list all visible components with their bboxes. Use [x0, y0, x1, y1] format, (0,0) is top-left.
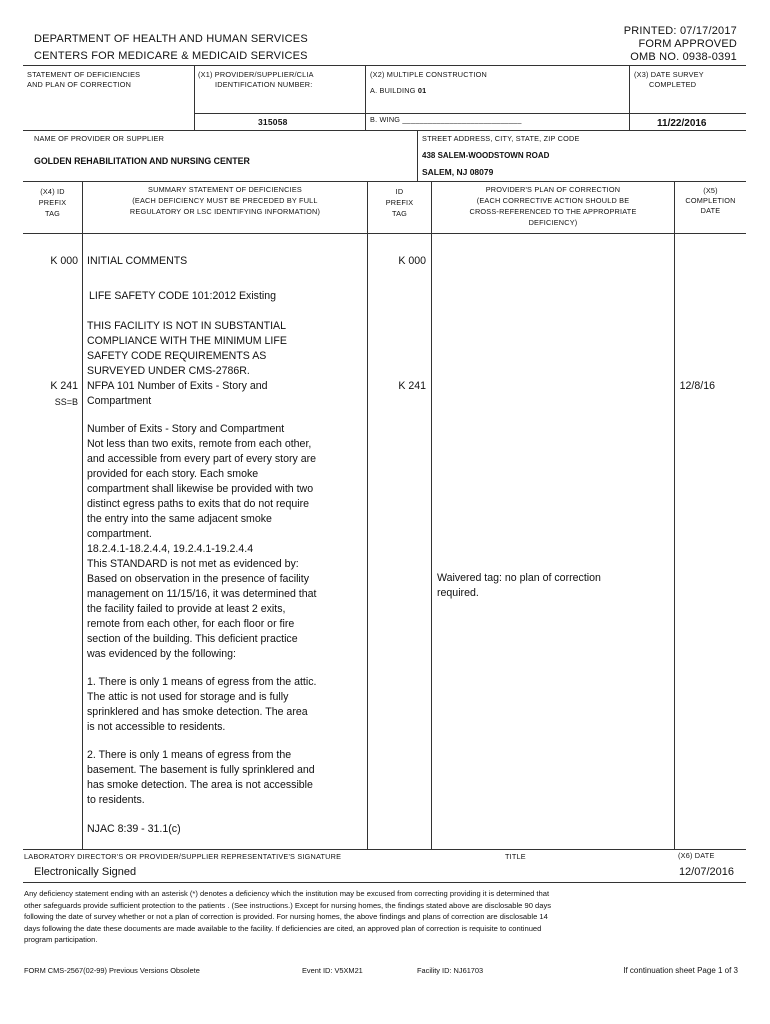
- x2-label: (X2) MULTIPLE CONSTRUCTION: [370, 70, 487, 79]
- omb-number: OMB NO. 0938-0391: [630, 51, 737, 63]
- top-box-bottom-border: [23, 130, 746, 131]
- x5-header-2: COMPLETION: [685, 196, 736, 205]
- column-divider-2: [367, 182, 368, 849]
- provider-box-bottom-border: [23, 181, 746, 182]
- top-box-divider-2: [365, 65, 366, 130]
- statement-label-1: STATEMENT OF DEFICIENCIES: [27, 70, 141, 79]
- completion-date-k241: 12/8/16: [679, 380, 715, 392]
- column-divider-4: [674, 182, 675, 849]
- finding-basement: 2. There is only 1 means of egress from the basement. The basement is fully sprinklered and has smoke detection. The area is not accessible to residents.: [87, 749, 315, 806]
- statement-label-2: AND PLAN OF CORRECTION: [27, 80, 132, 89]
- column-divider-3: [431, 182, 432, 849]
- id-header-1: ID: [395, 187, 404, 196]
- building-field: [370, 86, 426, 95]
- top-box-divider-3: [629, 65, 630, 130]
- column-header-bottom-border: [23, 233, 746, 234]
- event-id: Event ID: V5XM21: [302, 966, 363, 975]
- signature-label: LABORATORY DIRECTOR'S OR PROVIDER/SUPPLIER REPRESENTATIVE'S SIGNATURE: [24, 852, 342, 861]
- prefix-tag-k000: K 000: [50, 255, 78, 267]
- provider-id-number: 315058: [258, 117, 288, 127]
- title-label: TITLE: [505, 852, 526, 861]
- x1-label-1: (X1) PROVIDER/SUPPLIER/CLIA: [198, 70, 314, 79]
- page-indicator: If continuation sheet Page 1 of 3: [623, 966, 738, 975]
- life-safety-code: LIFE SAFETY CODE 101:2012 Existing: [89, 290, 277, 302]
- provider-name-label: NAME OF PROVIDER OR SUPPLIER: [34, 134, 165, 143]
- initial-comments-heading: INITIAL COMMENTS: [87, 255, 188, 267]
- wing-blank: ____________________________: [402, 115, 522, 124]
- form-approved: FORM APPROVED: [638, 38, 737, 50]
- address-line-2: SALEM, NJ 08079: [422, 167, 494, 177]
- compliance-paragraph: THIS FACILITY IS NOT IN SUBSTANTIAL COMPLIANCE WITH THE MINIMUM LIFE SAFETY CODE REQUIREMENTS AS SURVEYED UNDER CMS-2786R.: [87, 320, 287, 377]
- top-box-top-border: [23, 65, 746, 66]
- signature-value: Electronically Signed: [34, 866, 137, 878]
- facility-id: Facility ID: NJ61703: [417, 966, 484, 975]
- plan-header-1: PROVIDER'S PLAN OF CORRECTION: [485, 185, 621, 194]
- x4-header-1: (X4) ID: [40, 187, 65, 196]
- agency-name-line1: DEPARTMENT OF HEALTH AND HUMAN SERVICES: [34, 33, 308, 45]
- x1-label-2: IDENTIFICATION NUMBER:: [215, 80, 313, 89]
- form-number: FORM CMS-2567(02-99) Previous Versions Obsolete: [24, 966, 200, 975]
- signature-row-top-border: [23, 849, 746, 850]
- id-header-2: PREFIX: [385, 198, 414, 207]
- x3-label-1: (X3) DATE SURVEY: [634, 70, 704, 79]
- x5-header-3: DATE: [700, 206, 721, 215]
- top-box-inner-rule-3: [629, 113, 746, 114]
- agency-name-line2: CENTERS FOR MEDICARE & MEDICAID SERVICES: [34, 50, 308, 62]
- finding-attic: 1. There is only 1 means of egress from the attic. The attic is not used for storage and is fully sprinklered and has smoke detection. The area is not accessible to residents.: [87, 676, 317, 733]
- prefix-tag-k241: K 241: [50, 380, 78, 392]
- provider-box-divider: [417, 131, 418, 181]
- top-box-inner-rule-1: [194, 113, 365, 114]
- summary-header-1: SUMMARY STATEMENT OF DEFICIENCIES: [148, 185, 302, 194]
- address-line-1: 438 SALEM-WOODSTOWN ROAD: [422, 151, 550, 160]
- address-label: STREET ADDRESS, CITY, STATE, ZIP CODE: [422, 134, 580, 143]
- x4-header-3: TAG: [44, 209, 61, 218]
- survey-completed-date: 11/22/2016: [657, 118, 707, 129]
- x3-label-2: COMPLETED: [649, 80, 697, 89]
- printed-date: PRINTED: 07/17/2017: [623, 25, 737, 37]
- scope-severity: SS=B: [54, 397, 78, 407]
- plan-header-2: (EACH CORRECTIVE ACTION SHOULD BE: [476, 196, 630, 205]
- provider-name: GOLDEN REHABILITATION AND NURSING CENTER: [34, 156, 250, 166]
- wing-field: [370, 115, 522, 124]
- njac-reference: NJAC 8:39 - 31.1(c): [87, 823, 181, 835]
- id-tag-k241: K 241: [398, 380, 426, 392]
- summary-header-2: (EACH DEFICIENCY MUST BE PRECEDED BY FULL: [132, 196, 318, 205]
- top-box-divider-1: [194, 65, 195, 130]
- k241-title: NFPA 101 Number of Exits - Story and Compartment: [87, 380, 268, 407]
- plan-header-3: CROSS-REFERENCED TO THE APPROPRIATE: [469, 207, 637, 216]
- signature-row-bottom-border: [23, 882, 746, 883]
- id-tag-k000: K 000: [398, 255, 426, 267]
- plan-of-correction-note: Waivered tag: no plan of correction required.: [437, 572, 601, 599]
- plan-header-4: DEFICIENCY): [528, 218, 578, 227]
- wing-label: B. WING: [370, 115, 401, 124]
- x5-header-1: (X5): [703, 186, 718, 195]
- disclaimer-text: Any deficiency statement ending with an asterisk (*) denotes a deficiency which the institution may be excused from correcting providing it is determined that other safeguards provide sufficient protection to the patients . (See instructions.) Except for nursing homes, the findings stated above are disclosable 90 days following the date of survey whether or not a plan of correction is provided. For nursing homes, the above findings and plans of correction are disclosable 14 days following the date these documents are made available to the facility. If deficiencies are cited, an approved plan of correction is requisite to continued program participation.: [24, 889, 552, 945]
- x4-header-2: PREFIX: [38, 198, 67, 207]
- id-header-3: TAG: [391, 209, 408, 218]
- building-value: 01: [417, 86, 427, 95]
- summary-header-3: REGULATORY OR LSC IDENTIFYING INFORMATION): [129, 207, 321, 216]
- column-divider-1: [82, 182, 83, 849]
- top-box-inner-rule-2: [365, 113, 629, 114]
- signature-date: 12/07/2016: [678, 866, 734, 878]
- signature-date-label: (X6) DATE: [678, 851, 715, 860]
- deficiency-description: Number of Exits - Story and Compartment Not less than two exits, remote from each other, and accessible from every part of every story are provided for each story. Each smoke compartment shall likewise be provided with two distinct egress paths to exits that do not require the entry into the same adjacent smoke compartment. 18.2.4.1-18.2.4.4, 19.2.4.1-19.2.4.4 This STANDARD is not met as evidenced by: Based on observation in the presence of facility management on 11/15/16, it was determined that the facility failed to provide at least 2 exits, remote from each other, for each floor or fire section of the building. This deficient practice was evidenced by the following:: [87, 423, 317, 660]
- building-label: A. BUILDING: [370, 86, 416, 95]
